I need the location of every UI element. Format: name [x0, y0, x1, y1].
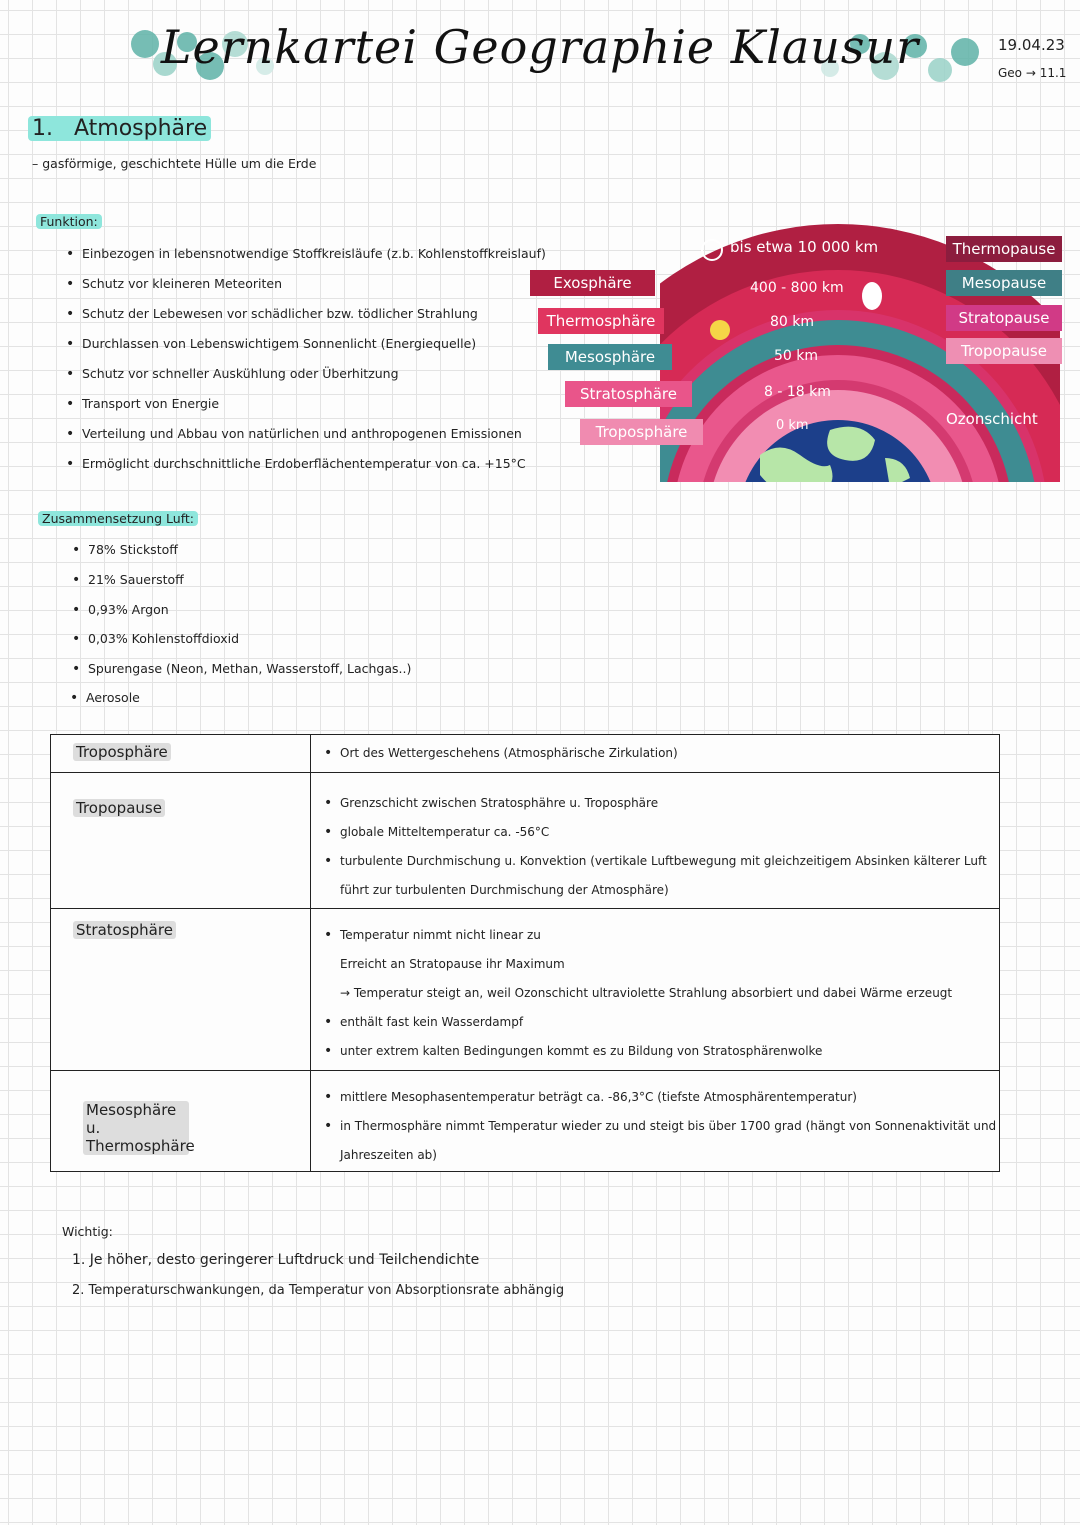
list-item: • Verteilung und Abbau von natürlichen und anthropogenen Emissionen [82, 426, 522, 441]
row-line: • Grenzschicht zwischen Stratosphähre u. Troposphäre [312, 789, 998, 818]
table-row [51, 735, 1000, 773]
row-line: • Temperatur nimmt nicht linear zu [312, 921, 998, 950]
row-name: Tropopause [73, 799, 165, 817]
row-line: führt zur turbulenten Durchmischung der Atmosphäre) [340, 883, 669, 897]
list-item: • Schutz vor schneller Auskühlung oder Überhitzung [82, 366, 399, 381]
label-ozonschicht: Ozonschicht [946, 410, 1038, 428]
row-name: Mesosphäre u. Thermosphäre [83, 1101, 189, 1155]
list-item: • Spurengase (Neon, Methan, Wasserstoff, Lachgas..) [88, 661, 411, 676]
list-item: • Schutz der Lebewesen vor schädlicher bzw. tödlicher Strahlung [82, 306, 478, 321]
date: 19.04.23 [998, 36, 1065, 54]
wichtig-heading: Wichtig: [62, 1224, 113, 1239]
section-heading [28, 116, 211, 141]
row-line: Erreicht an Stratopause ihr Maximum [340, 957, 565, 971]
label-mesosphaere: Mesosphäre [548, 344, 672, 370]
list-item: • Transport von Energie [82, 396, 219, 411]
wichtig-item: 1. Je höher, desto geringerer Luftdruck und Teilchendichte [72, 1252, 480, 1268]
height-label: 50 km [774, 348, 819, 364]
course: Geo → 11.1 [998, 66, 1067, 80]
table-row [51, 773, 1000, 909]
list-item: • 0,93% Argon [88, 602, 169, 617]
section-title: Atmosphäre [73, 116, 208, 141]
height-label: 0 km [776, 418, 809, 433]
row-line: • Ort des Wettergeschehens (Atmosphärische Zirkulation) [312, 739, 998, 768]
row-line: • turbulente Durchmischung u. Konvektion (vertikale Luftbewegung mit gleichzeitigem Absinken kälterer Luft [312, 847, 998, 876]
definition: – gasförmige, geschichtete Hülle um die Erde [32, 156, 317, 171]
page-title: Lernkartei Geographie Klausur [160, 20, 920, 74]
label-stratopause: Stratopause [946, 305, 1062, 331]
height-label: 400 - 800 km [750, 280, 844, 296]
label-troposphaere: Troposphäre [580, 419, 703, 445]
row-line: • in Thermosphäre nimmt Temperatur wieder zu und steigt bis über 1700 grad (hängt von Sonnenaktivität und [312, 1112, 998, 1141]
list-item: • Ermöglicht durchschnittliche Erdoberflächentemperatur von ca. +15°C [82, 456, 526, 471]
label-thermopause: Thermopause [946, 236, 1062, 262]
zusammensetzung-heading: Zusammensetzung Luft: [38, 511, 198, 526]
label-thermosphaere: Thermosphäre [538, 308, 664, 334]
list-item: • Durchlassen von Lebenswichtigem Sonnenlicht (Energiequelle) [82, 336, 476, 351]
row-name: Stratosphäre [73, 921, 176, 939]
row-line: • globale Mitteltemperatur ca. -56°C [312, 818, 998, 847]
wichtig-item: 2. Temperaturschwankungen, da Temperatur von Absorptionsrate abhängig [72, 1283, 565, 1298]
funktion-heading: Funktion: [36, 214, 102, 229]
row-line: • enthält fast kein Wasserdampf [312, 1008, 998, 1037]
table-row [51, 1071, 1000, 1172]
row-name: Troposphäre [73, 743, 171, 761]
list-item: • 0,03% Kohlenstoffdioxid [88, 631, 239, 646]
height-label: bis etwa 10 000 km [730, 238, 879, 256]
label-tropopause: Tropopause [946, 338, 1062, 364]
list-item: • Aerosole [86, 690, 140, 705]
list-item: • 21% Sauerstoff [88, 572, 184, 587]
list-item: • 78% Stickstoff [88, 542, 178, 557]
rocket-icon [862, 282, 882, 310]
layers-table [50, 734, 1000, 1172]
row-line: Jahreszeiten ab) [340, 1148, 437, 1162]
list-item: • Schutz vor kleineren Meteoriten [82, 276, 282, 291]
row-line: • mittlere Mesophasentemperatur beträgt ca. -86,3°C (tiefste Atmosphärentemperatur) [312, 1083, 998, 1112]
row-line: • unter extrem kalten Bedingungen kommt es zu Bildung von Stratosphärenwolke [312, 1037, 998, 1066]
label-exosphaere: Exosphäre [530, 270, 655, 296]
sun-icon [710, 320, 730, 340]
height-label: 8 - 18 km [764, 384, 831, 400]
height-label: 80 km [770, 314, 815, 330]
label-stratosphaere: Stratosphäre [565, 381, 692, 407]
section-number: 1. [32, 116, 53, 141]
list-item: • Einbezogen in lebensnotwendige Stoffkreisläufe (z.b. Kohlenstoffkreislauf) [82, 246, 546, 261]
label-mesopause: Mesopause [946, 270, 1062, 296]
table-row [51, 909, 1000, 1071]
row-line: → Temperatur steigt an, weil Ozonschicht ultraviolette Strahlung absorbiert und dabei Wärme erzeugt [340, 986, 953, 1000]
